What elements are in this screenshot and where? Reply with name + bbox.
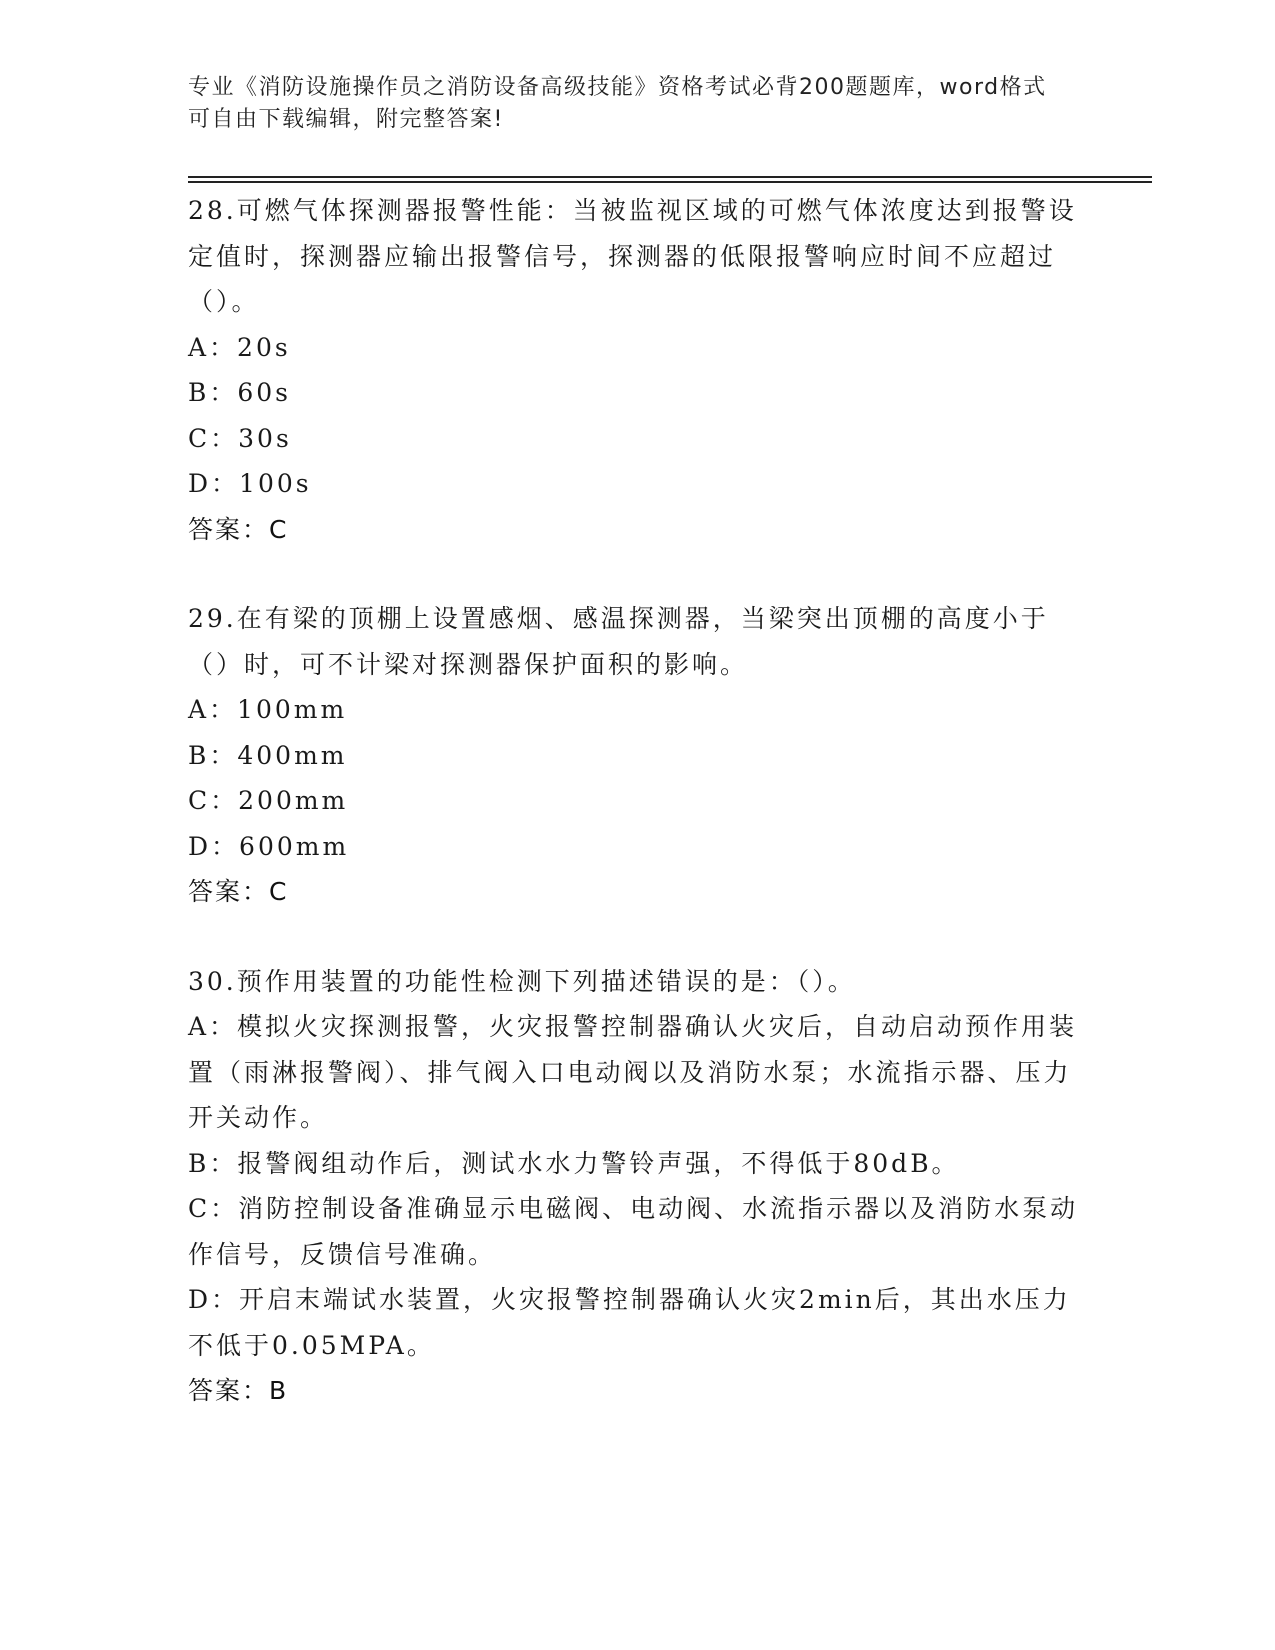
question-spacer — [188, 915, 1088, 959]
answer-line: 答案：C — [188, 514, 289, 544]
question-list — [188, 188, 1088, 1414]
question-stem: 29.在有梁的顶棚上设置感烟、感温探测器，当梁突出顶棚的高度小于（）时，可不计梁对探测器保护面积的影响。 — [188, 604, 1049, 679]
question-spacer — [188, 552, 1088, 596]
option-b: B：400mm — [188, 740, 348, 770]
option-b: B：60s — [188, 378, 292, 407]
option-b: B：报警阀组动作后，测试水水力警铃声强，不得低于80dB。 — [188, 1148, 960, 1178]
option-a: A：模拟火灾探测报警，火灾报警控制器确认火灾后，自动启动预作用装置（雨淋报警阀）、排气阀入口电动阀以及消防水泵；水流指示器、压力开关动作。 — [188, 1012, 1078, 1132]
option-d: D：开启末端试水装置，火灾报警控制器确认火灾2min后，其出水压力不低于0.05MPA。 — [188, 1285, 1071, 1360]
option-c: C：30s — [188, 423, 292, 453]
option-c: C：200mm — [188, 786, 349, 815]
question-stem: 30.预作用装置的功能性检测下列描述错误的是：（）。 — [188, 966, 856, 996]
option-d: D：100s — [188, 469, 312, 498]
document-header: 专业《消防设施操作员之消防设备高级技能》资格考试必背200题题库，word格式可自由下载编辑，附完整答案! — [188, 75, 1047, 132]
question-28 — [188, 188, 1088, 552]
answer-line: 答案：B — [188, 1376, 289, 1405]
answer-line: 答案：C — [188, 877, 289, 906]
question-30 — [188, 959, 1088, 1414]
option-c: C：消防控制设备准确显示电磁阀、电动阀、水流指示器以及消防水泵动作信号，反馈信号准确。 — [188, 1194, 1079, 1269]
option-a: A：20s — [188, 332, 291, 362]
option-a: A：100mm — [188, 695, 348, 724]
header-divider-top — [188, 176, 1152, 178]
question-stem: 28.可燃气体探测器报警性能：当被监视区域的可燃气体浓度达到报警设定值时，探测器应输出报警信号，探测器的低限报警响应时间不应超过（）。 — [188, 196, 1077, 316]
header-divider-bottom — [188, 181, 1152, 183]
option-d: D：600mm — [188, 831, 350, 861]
question-29 — [188, 596, 1088, 915]
